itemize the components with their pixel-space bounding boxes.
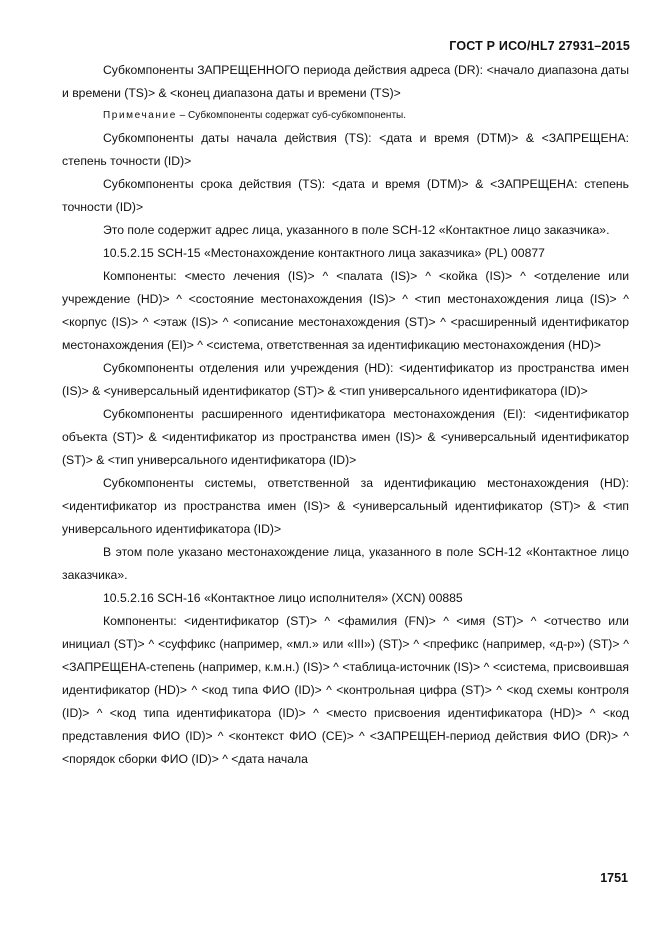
paragraph-sch-15-components: Компоненты: <место лечения (IS)> ^ <палата (IS)> ^ <койка (IS)> ^ <отделение или учреждение (HD)> ^ <состояние местонахождения (IS)> ^ <тип местонахождения лица (IS)> ^ <корпус (IS)> ^ <этаж (IS)> ^ <описание местонахождения (ST)> ^ <расширенный идентификатор местонахождения (EI)> ^ <система, ответственная за идентификацию местонахождения (HD)> — [62, 269, 629, 352]
paragraph-sch-16-components: Компоненты: <идентификатор (ST)> ^ <фамилия (FN)> ^ <имя (ST)> ^ <отчество или инициал (ST)> ^ <суффикс (например, «мл.» или «III») (ST)> ^ <префикс (например, «д-р») (ST)> ^ <ЗАПРЕЩЕНА-степень (например, к.м.н.) (IS)> ^ <таблица-источник (IS)> ^ <система, присвоившая идентификатор (HD)> ^ <код типа ФИО (ID)> ^ <контрольная цифра (ST)> ^ <код схемы контроля (ID)> ^ <код типа идентификатора (ID)> ^ <место присвоения идентификатора (HD)> ^ <код представления ФИО (ID)> ^ <контекст ФИО (CE)> ^ <ЗАПРЕЩЕН-период действия ФИО (DR)> ^ <порядок сборки ФИО (ID)> ^ <дата начала — [62, 614, 629, 766]
paragraph-system-subcomponents: Субкомпоненты системы, ответственной за идентификацию местонахождения (HD): <идентификатор из пространства имен (IS)> & <универсальный идентификатор (ST)> & <тип универсального идентификатора (ID)> — [62, 476, 629, 536]
paragraph-location-description: В этом поле указано местонахождение лица, указанного в поле SCH-12 «Контактное лицо заказчика». — [62, 545, 629, 582]
note — [62, 105, 629, 127]
paragraph-ei-subcomponents: Субкомпоненты расширенного идентификатора местонахождения (EI): <идентификатор объекта (ST)> & <идентификатор из пространства имен (IS)> & <универсальный идентификатор (ST)> & <тип универсального идентификатора (ID)> — [62, 407, 629, 467]
note-text: – Субкомпоненты содержат суб-субкомпоненты. — [176, 110, 406, 121]
page-number: 1751 — [600, 871, 628, 885]
paragraph-start-date-subcomponents: Субкомпоненты даты начала действия (TS): <дата и время (DTM)> & <ЗАПРЕЩЕНА: степень точности (ID)> — [62, 131, 629, 168]
note-label: Примечание — [103, 110, 177, 121]
paragraph-address-description: Это поле содержит адрес лица, указанного в поле SCH-12 «Контактное лицо заказчика». — [103, 223, 610, 237]
standard-header: ГОСТ Р ИСО/HL7 27931–2015 — [449, 39, 630, 53]
section-heading-sch-15: 10.5.2.15 SCH-15 «Местонахождение контактного лица заказчика» (PL) 00877 — [103, 246, 545, 260]
section-heading-sch-16: 10.5.2.16 SCH-16 «Контактное лицо исполнителя» (XCN) 00885 — [103, 591, 463, 605]
paragraph-dr-subcomponents: Субкомпоненты ЗАПРЕЩЕННОГО периода действия адреса (DR): <начало диапазона даты и времени (TS)> & <конец диапазона даты и времени (TS)> — [62, 63, 629, 100]
paragraph-hd-subcomponents: Субкомпоненты отделения или учреждения (HD): <идентификатор из пространства имен (IS)> & <универсальный идентификатор (ST)> & <тип универсального идентификатора (ID)> — [62, 361, 629, 398]
body-text — [62, 59, 629, 771]
paragraph-expiry-subcomponents: Субкомпоненты срока действия (TS): <дата и время (DTM)> & <ЗАПРЕЩЕНА: степень точности (ID)> — [62, 177, 629, 214]
